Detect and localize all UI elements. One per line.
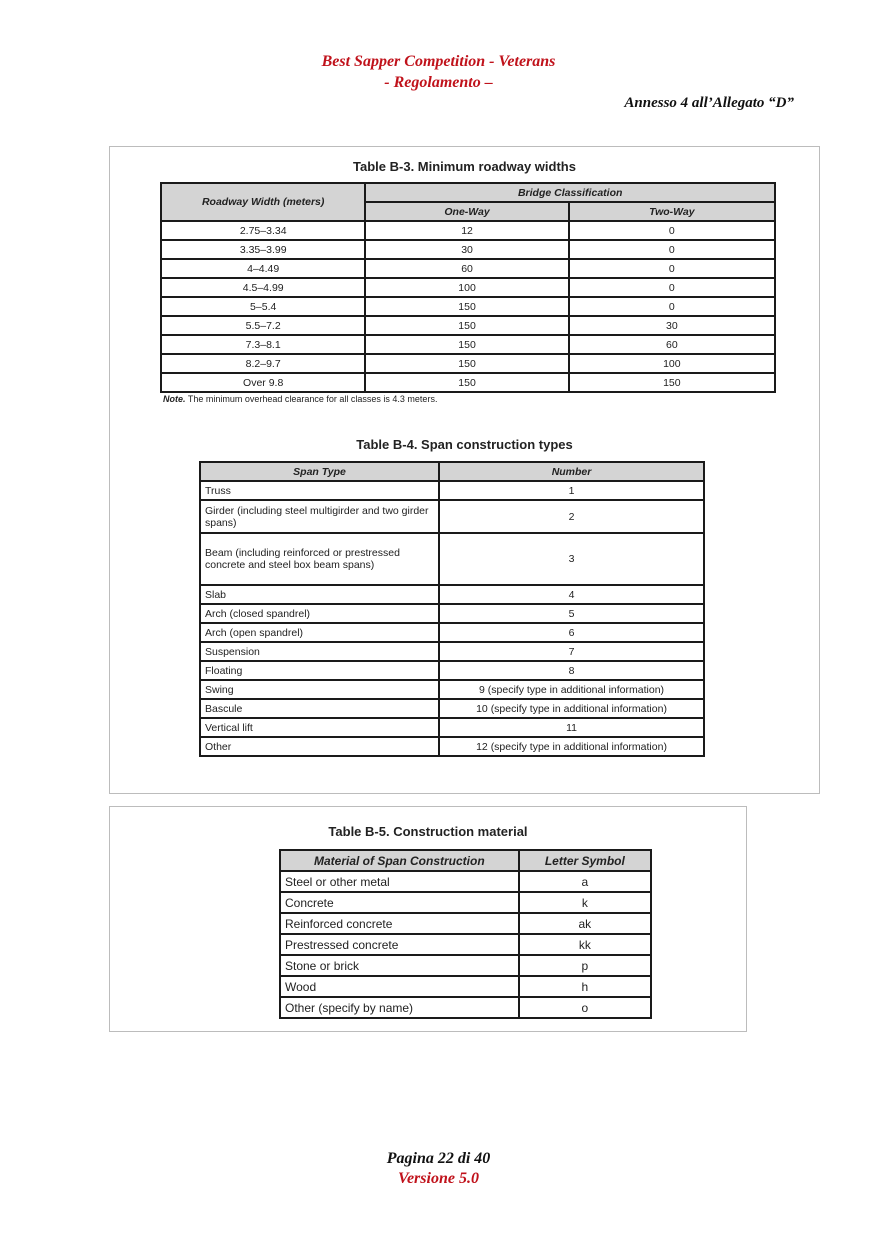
col-number: Number bbox=[439, 462, 704, 481]
note-text: The minimum overhead clearance for all classes is 4.3 meters. bbox=[185, 393, 438, 404]
col-material: Material of Span Construction bbox=[280, 850, 519, 871]
table-cell: Bascule bbox=[200, 699, 439, 718]
table-b4-row bbox=[200, 642, 704, 661]
table-cell: 30 bbox=[365, 240, 568, 259]
table-cell: 0 bbox=[569, 259, 775, 278]
table-b3 bbox=[160, 182, 776, 404]
table-cell: 12 (specify type in additional information) bbox=[439, 737, 704, 756]
col-letter-symbol: Letter Symbol bbox=[519, 850, 651, 871]
table-cell: 60 bbox=[569, 335, 775, 354]
table-cell: Other bbox=[200, 737, 439, 756]
table-cell: Vertical lift bbox=[200, 718, 439, 737]
table-b4-row bbox=[200, 623, 704, 642]
table-cell: 2.75–3.34 bbox=[161, 221, 365, 240]
table-b5-row bbox=[280, 997, 651, 1018]
table-cell: Swing bbox=[200, 680, 439, 699]
table-b5-title: Table B-5. Construction material bbox=[328, 824, 528, 839]
table-cell: 150 bbox=[365, 335, 568, 354]
note-label: Note. bbox=[163, 393, 186, 404]
table-cell: 5–5.4 bbox=[161, 297, 365, 316]
table-cell: Arch (closed spandrel) bbox=[200, 604, 439, 623]
table-b5-row bbox=[280, 892, 651, 913]
table-b5 bbox=[279, 849, 652, 1019]
table-cell: Steel or other metal bbox=[280, 871, 519, 892]
col-bridge-classification: Bridge Classification bbox=[365, 183, 775, 202]
table-b3-row bbox=[161, 278, 775, 297]
table-cell: 7.3–8.1 bbox=[161, 335, 365, 354]
col-two-way: Two-Way bbox=[569, 202, 775, 221]
annex-label: Annesso 4 all’Allegato “D” bbox=[624, 95, 794, 111]
table-cell: Slab bbox=[200, 585, 439, 604]
table-b5-row bbox=[280, 871, 651, 892]
table-cell: Reinforced concrete bbox=[280, 913, 519, 934]
table-cell: 100 bbox=[365, 278, 568, 297]
table-b3-row bbox=[161, 221, 775, 240]
col-one-way: One-Way bbox=[365, 202, 568, 221]
table-b5-row bbox=[280, 913, 651, 934]
table-cell: 0 bbox=[569, 240, 775, 259]
table-cell: a bbox=[519, 871, 651, 892]
table-b4-row bbox=[200, 661, 704, 680]
table-b5-row bbox=[280, 955, 651, 976]
table-cell: o bbox=[519, 997, 651, 1018]
table-cell: k bbox=[519, 892, 651, 913]
table-cell: 150 bbox=[365, 297, 568, 316]
table-b4-row bbox=[200, 481, 704, 500]
table-cell: 150 bbox=[569, 373, 775, 392]
tables-frame-2 bbox=[109, 806, 747, 1032]
table-b3-row bbox=[161, 335, 775, 354]
table-cell: 1 bbox=[439, 481, 704, 500]
table-cell: Prestressed concrete bbox=[280, 934, 519, 955]
table-b4-row bbox=[200, 604, 704, 623]
page-number: Pagina 22 di 40 bbox=[386, 1150, 491, 1167]
table-b3-row bbox=[161, 373, 775, 392]
table-cell: 4 bbox=[439, 585, 704, 604]
table-b4-row bbox=[200, 585, 704, 604]
table-b4-row bbox=[200, 718, 704, 737]
col-span-type: Span Type bbox=[200, 462, 439, 481]
table-cell: 4–4.49 bbox=[161, 259, 365, 278]
table-b4-row bbox=[200, 500, 704, 533]
table-cell: 9 (specify type in additional information) bbox=[439, 680, 704, 699]
header-subtitle: - Regolamento – bbox=[384, 74, 493, 91]
table-cell: Truss bbox=[200, 481, 439, 500]
table-cell: 4.5–4.99 bbox=[161, 278, 365, 297]
table-b3-row bbox=[161, 354, 775, 373]
table-cell: Floating bbox=[200, 661, 439, 680]
table-b4 bbox=[199, 461, 705, 757]
table-b4-row bbox=[200, 737, 704, 756]
table-cell: 5.5–7.2 bbox=[161, 316, 365, 335]
table-cell: ak bbox=[519, 913, 651, 934]
table-cell: 11 bbox=[439, 718, 704, 737]
table-b5-row bbox=[280, 934, 651, 955]
table-cell: 8 bbox=[439, 661, 704, 680]
table-b3-row bbox=[161, 316, 775, 335]
table-cell: Wood bbox=[280, 976, 519, 997]
table-b3-title: Table B-3. Minimum roadway widths bbox=[353, 159, 576, 174]
table-cell: Girder (including steel multigirder and two girder spans) bbox=[200, 500, 439, 533]
table-cell: 30 bbox=[569, 316, 775, 335]
table-cell: 6 bbox=[439, 623, 704, 642]
table-cell: 12 bbox=[365, 221, 568, 240]
table-cell: 150 bbox=[365, 316, 568, 335]
header-title: Best Sapper Competition - Veterans bbox=[321, 53, 556, 70]
table-cell: 3.35–3.99 bbox=[161, 240, 365, 259]
table-b4-row bbox=[200, 699, 704, 718]
table-cell: Concrete bbox=[280, 892, 519, 913]
table-b4-title: Table B-4. Span construction types bbox=[356, 437, 573, 452]
table-cell: 0 bbox=[569, 278, 775, 297]
table-b4-row bbox=[200, 680, 704, 699]
table-cell: 60 bbox=[365, 259, 568, 278]
table-cell: 5 bbox=[439, 604, 704, 623]
tables-frame-1 bbox=[109, 146, 820, 794]
table-cell: Arch (open spandrel) bbox=[200, 623, 439, 642]
table-cell: Beam (including reinforced or prestressed concrete and steel box beam spans) bbox=[200, 533, 439, 585]
table-cell: 0 bbox=[569, 221, 775, 240]
table-cell: 100 bbox=[569, 354, 775, 373]
version-label: Versione 5.0 bbox=[398, 1170, 479, 1187]
table-cell: h bbox=[519, 976, 651, 997]
table-cell: 0 bbox=[569, 297, 775, 316]
table-cell: 8.2–9.7 bbox=[161, 354, 365, 373]
table-cell: Over 9.8 bbox=[161, 373, 365, 392]
table-cell: 3 bbox=[439, 533, 704, 585]
table-b3-row bbox=[161, 297, 775, 316]
table-cell: Suspension bbox=[200, 642, 439, 661]
table-cell: 7 bbox=[439, 642, 704, 661]
table-cell: 2 bbox=[439, 500, 704, 533]
table-b3-note bbox=[161, 392, 775, 404]
table-cell: 10 (specify type in additional information) bbox=[439, 699, 704, 718]
table-cell: 150 bbox=[365, 354, 568, 373]
table-b4-row bbox=[200, 533, 704, 585]
table-b3-row bbox=[161, 240, 775, 259]
table-b5-row bbox=[280, 976, 651, 997]
table-b3-row bbox=[161, 259, 775, 278]
table-cell: kk bbox=[519, 934, 651, 955]
table-cell: 150 bbox=[365, 373, 568, 392]
col-roadway-width: Roadway Width (meters) bbox=[161, 183, 365, 221]
table-cell: Stone or brick bbox=[280, 955, 519, 976]
table-cell: Other (specify by name) bbox=[280, 997, 519, 1018]
table-cell: p bbox=[519, 955, 651, 976]
